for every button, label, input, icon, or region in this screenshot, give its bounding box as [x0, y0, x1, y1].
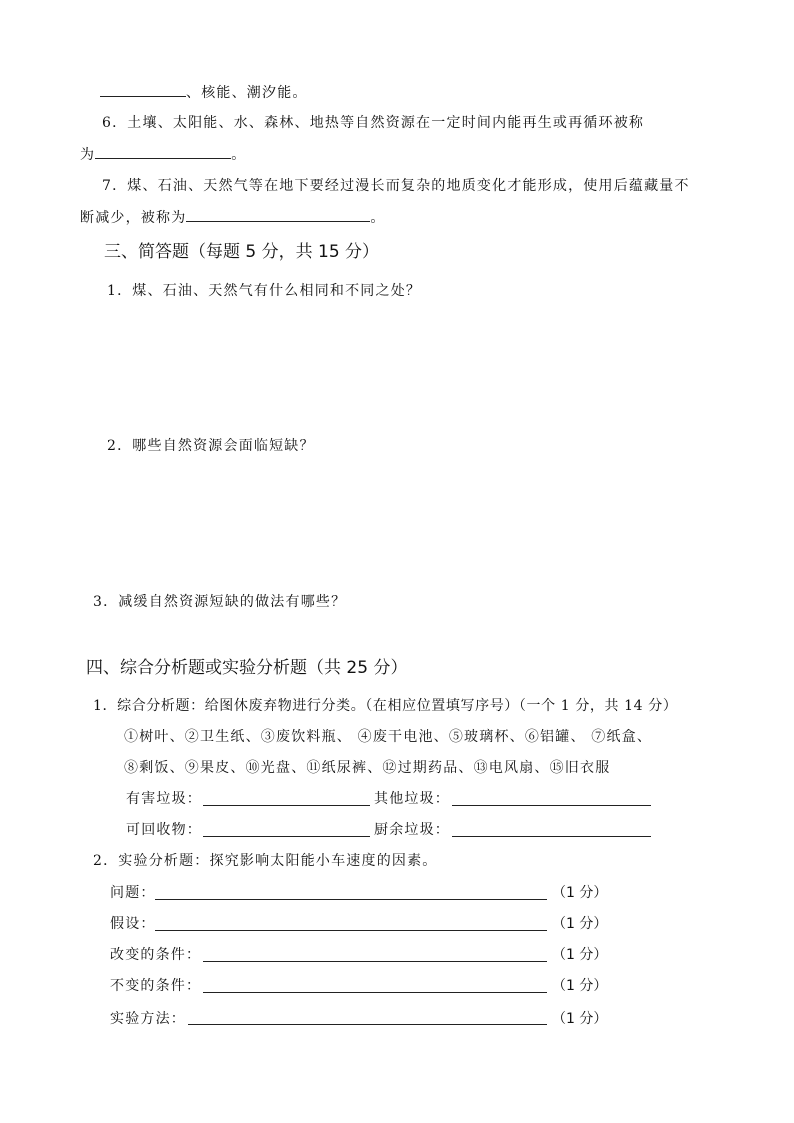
- q6-suffix: 。: [231, 147, 247, 163]
- q6-line1: 6．土壤、太阳能、水、森林、地热等自然资源在一定时间内能再生或再循环被称: [102, 115, 645, 131]
- q6-answer-blank[interactable]: [95, 144, 231, 159]
- q5-continuation: [100, 82, 308, 103]
- q7-suffix: 。: [370, 210, 386, 226]
- kitchen-waste-label: 厨余垃圾：: [374, 822, 450, 838]
- harmful-waste-blank[interactable]: [203, 805, 370, 806]
- exp-question-points: （1 分）: [552, 885, 608, 901]
- waste-items-line2: ⑧剩饭、⑨果皮、⑩光盘、⑪纸尿裤、⑫过期药品、⑬电风扇、⑮旧衣服: [124, 760, 611, 776]
- other-waste-blank[interactable]: [452, 805, 651, 806]
- exp-constant-points: （1 分）: [552, 978, 608, 994]
- section3-question-2: 2．哪些自然资源会面临短缺？: [107, 438, 315, 454]
- exp-method-points: （1 分）: [552, 1011, 608, 1027]
- q6-prefix: 为: [80, 147, 96, 163]
- kitchen-waste-blank[interactable]: [452, 836, 651, 837]
- recyclable-blank[interactable]: [203, 836, 370, 837]
- exp-hypothesis-points: （1 分）: [552, 916, 608, 932]
- exp-constant-blank[interactable]: [203, 992, 547, 993]
- exp-changed-points: （1 分）: [552, 947, 608, 963]
- section4-q1-prompt: 1．综合分析题：给图休废弃物进行分类。（在相应位置填写序号）（一个 1 分，共 14 分）: [93, 698, 678, 714]
- other-waste-label: 其他垃圾：: [374, 791, 450, 807]
- exp-hypothesis-blank[interactable]: [155, 930, 547, 931]
- recyclable-label: 可回收物：: [126, 822, 202, 838]
- exp-constant-label: 不变的条件：: [110, 978, 202, 994]
- section3-heading: 三、简答题（每题 5 分，共 15 分）: [104, 242, 380, 262]
- q7-line2: [80, 207, 386, 228]
- exp-method-blank[interactable]: [188, 1024, 547, 1025]
- q6-line2: [80, 144, 246, 165]
- exp-hypothesis-label: 假设：: [110, 916, 156, 932]
- q5-answer-blank[interactable]: [100, 82, 186, 97]
- exp-question-label: 问题：: [110, 885, 156, 901]
- q7-line1: 7．煤、石油、天然气等在地下要经过漫长而复杂的地质变化才能形成，使用后蕴藏量不: [102, 178, 690, 194]
- section3-question-3: 3．减缓自然资源短缺的做法有哪些？: [93, 594, 347, 610]
- waste-items-line1: ①树叶、②卫生纸、③废饮料瓶、 ④废干电池、⑤玻璃杯、⑥铝罐、 ⑦纸盒、: [124, 729, 653, 745]
- harmful-waste-label: 有害垃圾：: [126, 791, 202, 807]
- section4-heading: 四、综合分析题或实验分析题（共 25 分）: [86, 658, 408, 678]
- q7-prefix: 断减少，被称为: [80, 210, 187, 226]
- exp-changed-blank[interactable]: [203, 961, 547, 962]
- exp-changed-label: 改变的条件：: [110, 947, 202, 963]
- q7-answer-blank[interactable]: [186, 207, 370, 222]
- section4-q2-prompt: 2．实验分析题：探究影响太阳能小车速度的因素。: [93, 853, 438, 869]
- q5-tail-text: 、核能、潮汐能。: [186, 85, 308, 101]
- section3-question-1: 1．煤、石油、天然气有什么相同和不同之处？: [107, 283, 422, 299]
- exp-question-blank[interactable]: [155, 899, 547, 900]
- exp-method-label: 实验方法：: [110, 1011, 186, 1027]
